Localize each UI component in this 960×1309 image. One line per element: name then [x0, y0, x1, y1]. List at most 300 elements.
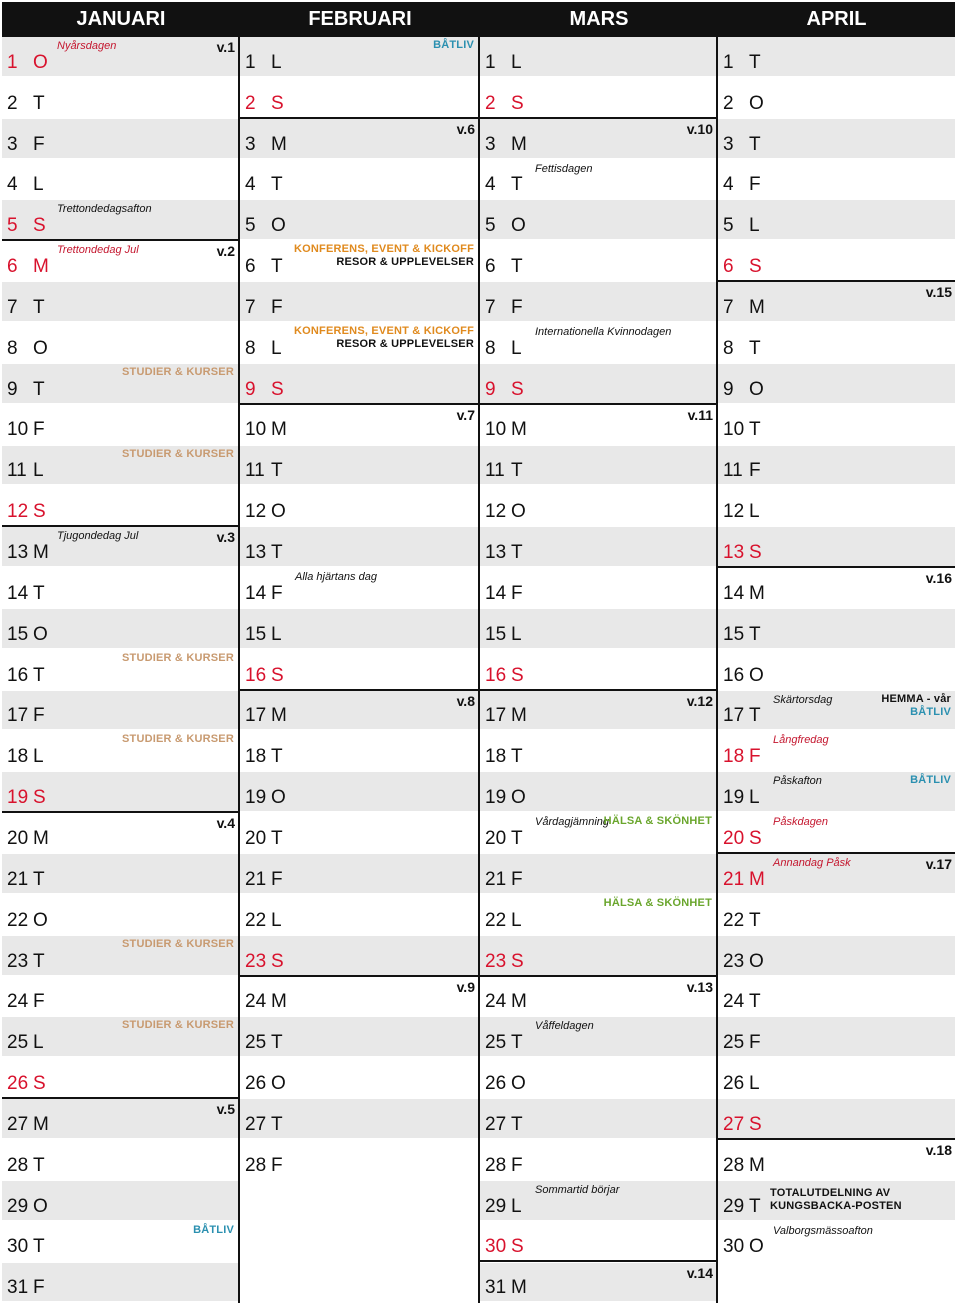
day-row[interactable] [718, 527, 955, 568]
day-row[interactable] [240, 282, 478, 323]
day-row[interactable] [480, 813, 716, 854]
day-label [7, 461, 44, 480]
day-row[interactable] [240, 37, 478, 78]
week-number: v.11 [687, 406, 713, 423]
day-row[interactable] [480, 364, 716, 405]
day-label [7, 420, 45, 439]
category-tag: STUDIER & KURSER [122, 447, 234, 460]
weekday-letter: M [511, 419, 527, 441]
day-label [485, 298, 523, 317]
day-row[interactable] [480, 772, 716, 813]
month-column [718, 37, 955, 1303]
weekday-letter: T [33, 582, 45, 604]
day-row[interactable] [2, 200, 238, 241]
day-number: 5 [245, 215, 256, 237]
day-row[interactable] [480, 1263, 716, 1304]
day-number: 13 [485, 542, 507, 564]
weekday-letter: O [749, 664, 764, 686]
day-row[interactable] [480, 405, 716, 446]
day-number: 15 [245, 623, 267, 645]
weekday-letter: M [511, 705, 527, 727]
day-row[interactable] [480, 691, 716, 732]
weekday-letter: T [511, 174, 523, 196]
day-label [723, 870, 765, 889]
column-divider [716, 37, 718, 1303]
day-row[interactable] [240, 977, 478, 1018]
day-row[interactable] [480, 241, 716, 282]
day-number: 7 [485, 296, 496, 318]
weekday-letter: T [749, 133, 761, 155]
day-number: 17 [723, 705, 745, 727]
category-tag: RESOR & UPPLEVELSER [336, 337, 474, 350]
day-label [245, 53, 282, 72]
day-label [723, 992, 761, 1011]
weekday-letter: M [511, 1277, 527, 1299]
day-number: 9 [7, 378, 18, 400]
day-row[interactable] [2, 936, 238, 977]
day-row[interactable] [2, 977, 238, 1018]
day-row[interactable] [240, 405, 478, 446]
day-row[interactable] [718, 1181, 955, 1222]
weekday-letter: F [749, 1032, 761, 1054]
weekday-letter: S [33, 501, 46, 523]
day-row[interactable] [480, 1181, 716, 1222]
day-row[interactable] [2, 405, 238, 446]
day-row[interactable] [718, 1099, 955, 1140]
day-row[interactable] [480, 200, 716, 241]
holiday-note: Alla hjärtans dag [295, 571, 377, 584]
day-label [245, 502, 286, 521]
weekday-letter: T [511, 542, 523, 564]
weekday-letter: F [33, 705, 45, 727]
day-row[interactable] [718, 609, 955, 650]
day-row[interactable] [718, 37, 955, 78]
day-row[interactable] [718, 323, 955, 364]
day-label [7, 543, 49, 562]
day-number: 26 [245, 1073, 267, 1095]
day-row[interactable] [240, 650, 478, 691]
day-number: 11 [7, 460, 27, 482]
day-number: 3 [723, 133, 734, 155]
day-number: 3 [485, 133, 496, 155]
holiday-note: Fettisdagen [535, 162, 593, 175]
day-row[interactable] [240, 1017, 478, 1058]
weekday-letter: O [33, 1195, 48, 1217]
day-label [723, 747, 761, 766]
category-tag: HÄLSA & SKÖNHET [603, 815, 712, 828]
day-row[interactable] [240, 1140, 478, 1181]
day-row[interactable] [240, 691, 478, 732]
day-label [485, 257, 523, 276]
weekday-letter: O [511, 215, 526, 237]
day-row[interactable] [480, 160, 716, 201]
day-label [723, 135, 761, 154]
day-number: 14 [723, 582, 745, 604]
day-row[interactable] [2, 527, 238, 568]
column-divider [238, 37, 240, 1303]
day-row[interactable] [240, 1099, 478, 1140]
day-number: 4 [485, 174, 496, 196]
day-row[interactable] [2, 364, 238, 405]
week-number: v.5 [216, 1101, 235, 1118]
day-row[interactable] [2, 1222, 238, 1263]
day-row[interactable] [718, 405, 955, 446]
day-number: 17 [7, 705, 29, 727]
day-number: 19 [723, 787, 745, 809]
holiday-note: Påskafton [773, 775, 822, 788]
column-divider [478, 37, 480, 1303]
day-row[interactable] [240, 200, 478, 241]
day-number: 13 [7, 542, 29, 564]
weekday-letter: T [271, 1032, 283, 1054]
day-number: 3 [245, 133, 256, 155]
day-row[interactable] [2, 1099, 238, 1140]
weekday-letter: F [271, 1154, 283, 1176]
day-row[interactable] [480, 731, 716, 772]
weekday-letter: S [511, 378, 524, 400]
day-label [245, 380, 284, 399]
weekday-letter: F [271, 582, 283, 604]
day-row[interactable] [718, 731, 955, 772]
day-label [245, 216, 286, 235]
day-label [245, 257, 283, 276]
holiday-note: Vårdagjämning [535, 816, 609, 829]
day-row[interactable] [718, 282, 955, 323]
day-row[interactable] [718, 200, 955, 241]
day-label [723, 788, 760, 807]
day-row[interactable] [2, 241, 238, 282]
day-row[interactable] [718, 486, 955, 527]
day-row[interactable] [718, 119, 955, 160]
day-row[interactable] [718, 977, 955, 1018]
category-tag: STUDIER & KURSER [122, 1019, 234, 1032]
weekday-letter: M [749, 868, 765, 890]
day-row[interactable] [2, 895, 238, 936]
category-tag: STUDIER & KURSER [122, 365, 234, 378]
day-row[interactable] [718, 241, 955, 282]
day-row[interactable] [240, 772, 478, 813]
day-row[interactable] [2, 1263, 238, 1304]
day-row[interactable] [480, 486, 716, 527]
day-row[interactable] [480, 527, 716, 568]
day-label [245, 666, 284, 685]
weekday-letter: T [749, 419, 761, 441]
day-label [485, 666, 524, 685]
day-row[interactable] [2, 854, 238, 895]
week-number: v.7 [456, 406, 475, 423]
day-row[interactable] [718, 895, 955, 936]
day-label [485, 135, 527, 154]
day-row[interactable] [2, 691, 238, 732]
day-row[interactable] [2, 282, 238, 323]
day-number: 4 [723, 174, 734, 196]
week-number: v.10 [686, 120, 713, 137]
day-row[interactable] [480, 1017, 716, 1058]
calendar [2, 2, 955, 1307]
weekday-letter: T [33, 378, 45, 400]
day-label [723, 666, 764, 685]
day-row[interactable] [2, 486, 238, 527]
day-number: 5 [723, 215, 734, 237]
day-number: 19 [245, 787, 267, 809]
day-row[interactable] [240, 731, 478, 772]
day-row[interactable] [2, 813, 238, 854]
day-row[interactable] [480, 1140, 716, 1181]
day-row[interactable] [718, 772, 955, 813]
day-row[interactable] [240, 527, 478, 568]
day-number: 24 [7, 991, 29, 1013]
weekday-letter: T [749, 909, 761, 931]
day-label [7, 584, 45, 603]
day-number: 6 [485, 256, 496, 278]
day-number: 12 [245, 501, 267, 523]
weekday-letter: T [33, 868, 45, 890]
day-label [723, 829, 762, 848]
day-row[interactable] [718, 1017, 955, 1058]
day-row[interactable] [480, 1222, 716, 1263]
day-row[interactable] [240, 854, 478, 895]
day-label [723, 1237, 764, 1256]
day-row[interactable] [240, 486, 478, 527]
weekday-letter: L [33, 746, 44, 768]
day-number: 20 [723, 827, 745, 849]
day-row[interactable] [718, 691, 955, 732]
day-label [7, 666, 45, 685]
week-number: v.13 [686, 978, 713, 995]
day-row[interactable] [240, 364, 478, 405]
weekday-letter: T [511, 1032, 523, 1054]
holiday-note: Långfredag [773, 734, 829, 747]
day-label [245, 298, 283, 317]
day-row[interactable] [240, 1058, 478, 1099]
category-tag: BÅTLIV [433, 39, 474, 51]
weekday-letter: T [749, 991, 761, 1013]
day-number: 23 [7, 950, 29, 972]
weekday-letter: F [33, 991, 45, 1013]
day-label [723, 543, 762, 562]
day-number: 29 [485, 1195, 507, 1217]
month-column [240, 37, 478, 1303]
day-number: 8 [245, 337, 256, 359]
day-row[interactable] [480, 1058, 716, 1099]
day-row[interactable] [718, 936, 955, 977]
day-number: 15 [723, 623, 745, 645]
day-row[interactable] [718, 1222, 955, 1263]
day-number: 14 [485, 582, 507, 604]
weekday-letter: T [33, 950, 45, 972]
day-row[interactable] [2, 650, 238, 691]
day-label [7, 135, 45, 154]
weekday-letter: M [33, 542, 49, 564]
weekday-letter: L [749, 501, 760, 523]
day-row[interactable] [240, 241, 478, 282]
category-tag: STUDIER & KURSER [122, 733, 234, 746]
day-number: 25 [245, 1032, 267, 1054]
day-label [245, 952, 284, 971]
day-label [723, 706, 761, 725]
day-row[interactable] [480, 568, 716, 609]
weekday-letter: O [749, 950, 764, 972]
day-number: 1 [723, 51, 734, 73]
day-row[interactable] [240, 813, 478, 854]
day-label [7, 175, 44, 194]
day-number: 22 [723, 909, 745, 931]
weekday-letter: L [511, 1195, 522, 1217]
day-row[interactable] [2, 37, 238, 78]
weekday-letter: T [271, 460, 283, 482]
weekday-letter: S [749, 256, 762, 278]
day-row[interactable] [480, 650, 716, 691]
day-row[interactable] [480, 854, 716, 895]
day-row[interactable] [718, 364, 955, 405]
day-label [485, 911, 522, 930]
day-label [723, 1074, 760, 1093]
weekday-letter: O [749, 92, 764, 114]
day-number: 11 [245, 460, 265, 482]
day-label [7, 911, 48, 930]
day-row[interactable] [480, 977, 716, 1018]
day-number: 18 [245, 746, 267, 768]
day-number: 20 [7, 827, 29, 849]
day-label [7, 1278, 45, 1297]
day-label [7, 706, 45, 725]
day-row[interactable] [480, 895, 716, 936]
day-row[interactable] [240, 323, 478, 364]
category-tag: TOTALUTDELNING AV [770, 1186, 891, 1199]
day-number: 8 [485, 337, 496, 359]
day-row[interactable] [480, 446, 716, 487]
day-row[interactable] [2, 772, 238, 813]
day-row[interactable] [718, 1058, 955, 1099]
day-row[interactable] [2, 119, 238, 160]
weekday-letter: T [271, 256, 283, 278]
holiday-note: Påskdagen [773, 816, 829, 829]
day-row[interactable] [240, 446, 478, 487]
day-number: 27 [245, 1113, 267, 1135]
day-row[interactable] [240, 609, 478, 650]
day-row[interactable] [2, 1017, 238, 1058]
day-row[interactable] [2, 731, 238, 772]
weekday-letter: T [33, 92, 45, 114]
day-row[interactable] [240, 160, 478, 201]
day-row[interactable] [2, 160, 238, 201]
weekday-letter: S [511, 1236, 524, 1258]
day-label [7, 53, 48, 72]
day-row[interactable] [480, 37, 716, 78]
day-label [245, 584, 283, 603]
day-row[interactable] [2, 568, 238, 609]
day-label [723, 1197, 761, 1216]
day-row[interactable] [718, 813, 955, 854]
day-row[interactable] [718, 160, 955, 201]
day-row[interactable] [240, 119, 478, 160]
weekday-letter: F [511, 1154, 523, 1176]
day-label [485, 1156, 523, 1175]
day-label [245, 339, 282, 358]
day-number: 18 [723, 746, 745, 768]
day-number: 31 [485, 1277, 507, 1299]
weekday-letter: T [511, 256, 523, 278]
day-number: 3 [7, 133, 18, 155]
weekday-letter: F [511, 582, 523, 604]
day-row[interactable] [2, 78, 238, 119]
day-label [245, 992, 287, 1011]
day-label [245, 625, 282, 644]
day-label [723, 175, 761, 194]
day-number: 28 [723, 1154, 745, 1176]
day-row[interactable] [480, 78, 716, 119]
weekday-letter: M [33, 1113, 49, 1135]
day-number: 16 [723, 664, 745, 686]
weekday-letter: T [271, 542, 283, 564]
category-tag: KUNGSBACKA-POSTEN [770, 1199, 902, 1212]
day-label [723, 420, 761, 439]
day-row[interactable] [240, 568, 478, 609]
day-label [7, 339, 48, 358]
day-row[interactable] [480, 1099, 716, 1140]
day-number: 6 [723, 256, 734, 278]
day-row[interactable] [718, 650, 955, 691]
weekday-letter: S [511, 664, 524, 686]
day-row[interactable] [2, 609, 238, 650]
day-row[interactable] [240, 936, 478, 977]
day-row[interactable] [240, 78, 478, 119]
day-row[interactable] [480, 323, 716, 364]
day-row[interactable] [2, 323, 238, 364]
day-row[interactable] [240, 895, 478, 936]
month-header: JANUARI [2, 2, 240, 37]
day-row[interactable] [718, 854, 955, 895]
weekday-letter: O [271, 215, 286, 237]
day-row[interactable] [2, 1058, 238, 1099]
weekday-letter: S [33, 1073, 46, 1095]
day-label [485, 1033, 523, 1052]
day-number: 24 [485, 991, 507, 1013]
day-label [485, 829, 523, 848]
week-number: v.9 [456, 978, 475, 995]
weekday-letter: F [511, 868, 523, 890]
day-row[interactable] [2, 1140, 238, 1181]
day-row[interactable] [718, 1140, 955, 1181]
day-row[interactable] [2, 1181, 238, 1222]
day-number: 11 [485, 460, 505, 482]
day-label [7, 502, 46, 521]
day-row[interactable] [718, 568, 955, 609]
day-number: 16 [7, 664, 29, 686]
day-row[interactable] [480, 609, 716, 650]
day-label [7, 747, 44, 766]
day-label [7, 257, 49, 276]
day-number: 7 [7, 296, 18, 318]
weekday-letter: S [271, 664, 284, 686]
day-label [7, 1074, 46, 1093]
day-row[interactable] [2, 446, 238, 487]
week-number: v.2 [216, 243, 235, 260]
day-row[interactable] [480, 282, 716, 323]
day-label [485, 584, 523, 603]
holiday-note: Trettondedagsafton [57, 203, 152, 216]
day-row[interactable] [480, 119, 716, 160]
day-row[interactable] [718, 78, 955, 119]
day-label [485, 543, 523, 562]
day-row[interactable] [718, 446, 955, 487]
holiday-note: Tjugondedag Jul [57, 530, 139, 543]
day-row[interactable] [480, 936, 716, 977]
month-header: APRIL [718, 2, 955, 37]
day-label [485, 216, 526, 235]
day-number: 25 [485, 1032, 507, 1054]
day-number: 16 [485, 664, 507, 686]
